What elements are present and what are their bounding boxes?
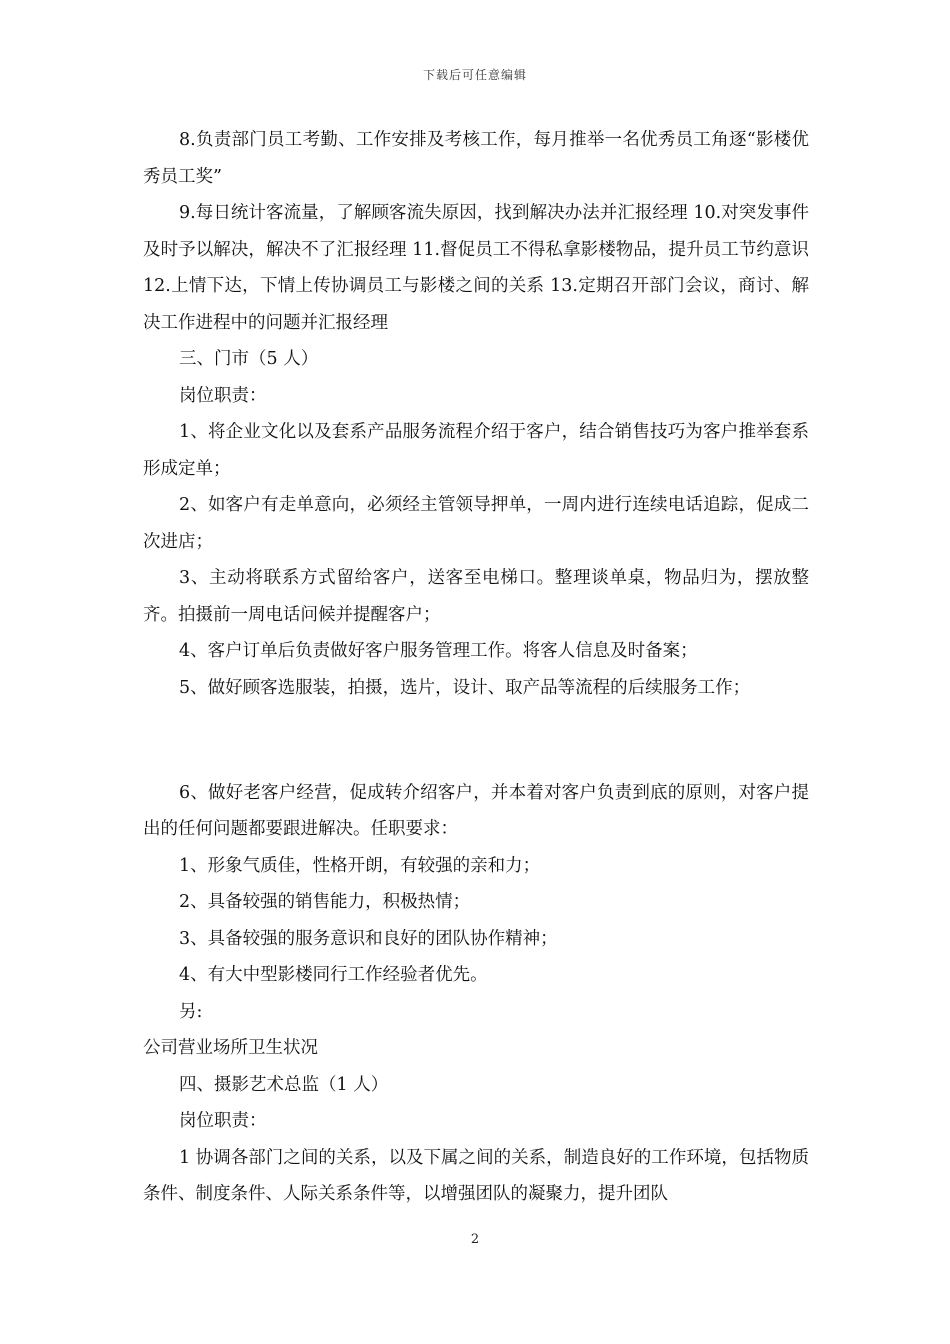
paragraph: 5、做好顾客选服装，拍摄，选片，设计、取产品等流程的后续服务工作；: [179, 677, 751, 698]
paragraph: 四、摄影艺术总监（1 人）: [179, 1074, 389, 1095]
paragraph: 三、门市（5 人）: [179, 349, 319, 369]
page-number: 2: [470, 1232, 480, 1247]
paragraph: 另:: [179, 1001, 203, 1022]
paragraph: 公司营业场所卫生状况: [143, 1038, 318, 1058]
document-body: [143, 122, 809, 1213]
paragraph: 4、客户订单后负责做好客户服务管理工作。将客人信息及时备案；: [179, 641, 698, 661]
paragraph: 9.每日统计客流量，了解顾客流失原因，找到解决办法并汇报经理 10.对突发事件及时予以解决，解决不了汇报经理 11.督促员工不得私拿影楼物品，提升员工节约意识 12.上情下达，下情上传协调员工与影楼之间的关系 13.定期召开部门会议，商讨、解决工作进程中的问题并汇报经理: [143, 203, 809, 333]
paragraph: 岗位职责：: [179, 1111, 267, 1131]
blank-line: [143, 722, 809, 759]
paragraph: 6、做好老客户经营，促成转介绍客户，并本着对客户负责到底的原则，对客户提出的任何问题都要跟进解决。任职要求：: [143, 782, 809, 839]
paragraph: 4、有大中型影楼同行工作经验者优先。: [179, 965, 488, 985]
paragraph: 2、如客户有走单意向，必须经主管领导押单，一周内进行连续电话追踪，促成二次进店；: [143, 495, 809, 552]
paragraph: 岗位职责：: [179, 385, 267, 406]
paragraph: 1 协调各部门之间的关系，以及下属之间的关系，制造良好的工作环境，包括物质条件、制度条件、人际关系条件等，以增强团队的凝聚力，提升团队: [143, 1147, 809, 1204]
paragraph: 2、具备较强的销售能力，积极热情；: [179, 892, 471, 912]
paragraph: 1、形象气质佳，性格开朗，有较强的亲和力；: [179, 855, 541, 876]
paragraph: 1、将企业文化以及套系产品服务流程介绍于客户，结合销售技巧为客户推举套系形成定单；: [143, 422, 809, 479]
paragraph: 3、主动将联系方式留给客户，送客至电梯口。整理谈单桌，物品归为，摆放整齐。拍摄前一周电话问候并提醒客户；: [143, 568, 809, 625]
paragraph: 8.负责部门员工考勤、工作安排及考核工作，每月推举一名优秀员工角逐“影楼优秀员工奖”: [143, 130, 809, 187]
page-header: 下载后可任意编辑: [422, 68, 527, 82]
paragraph: 3、具备较强的服务意识和良好的团队协作精神；: [179, 928, 558, 949]
